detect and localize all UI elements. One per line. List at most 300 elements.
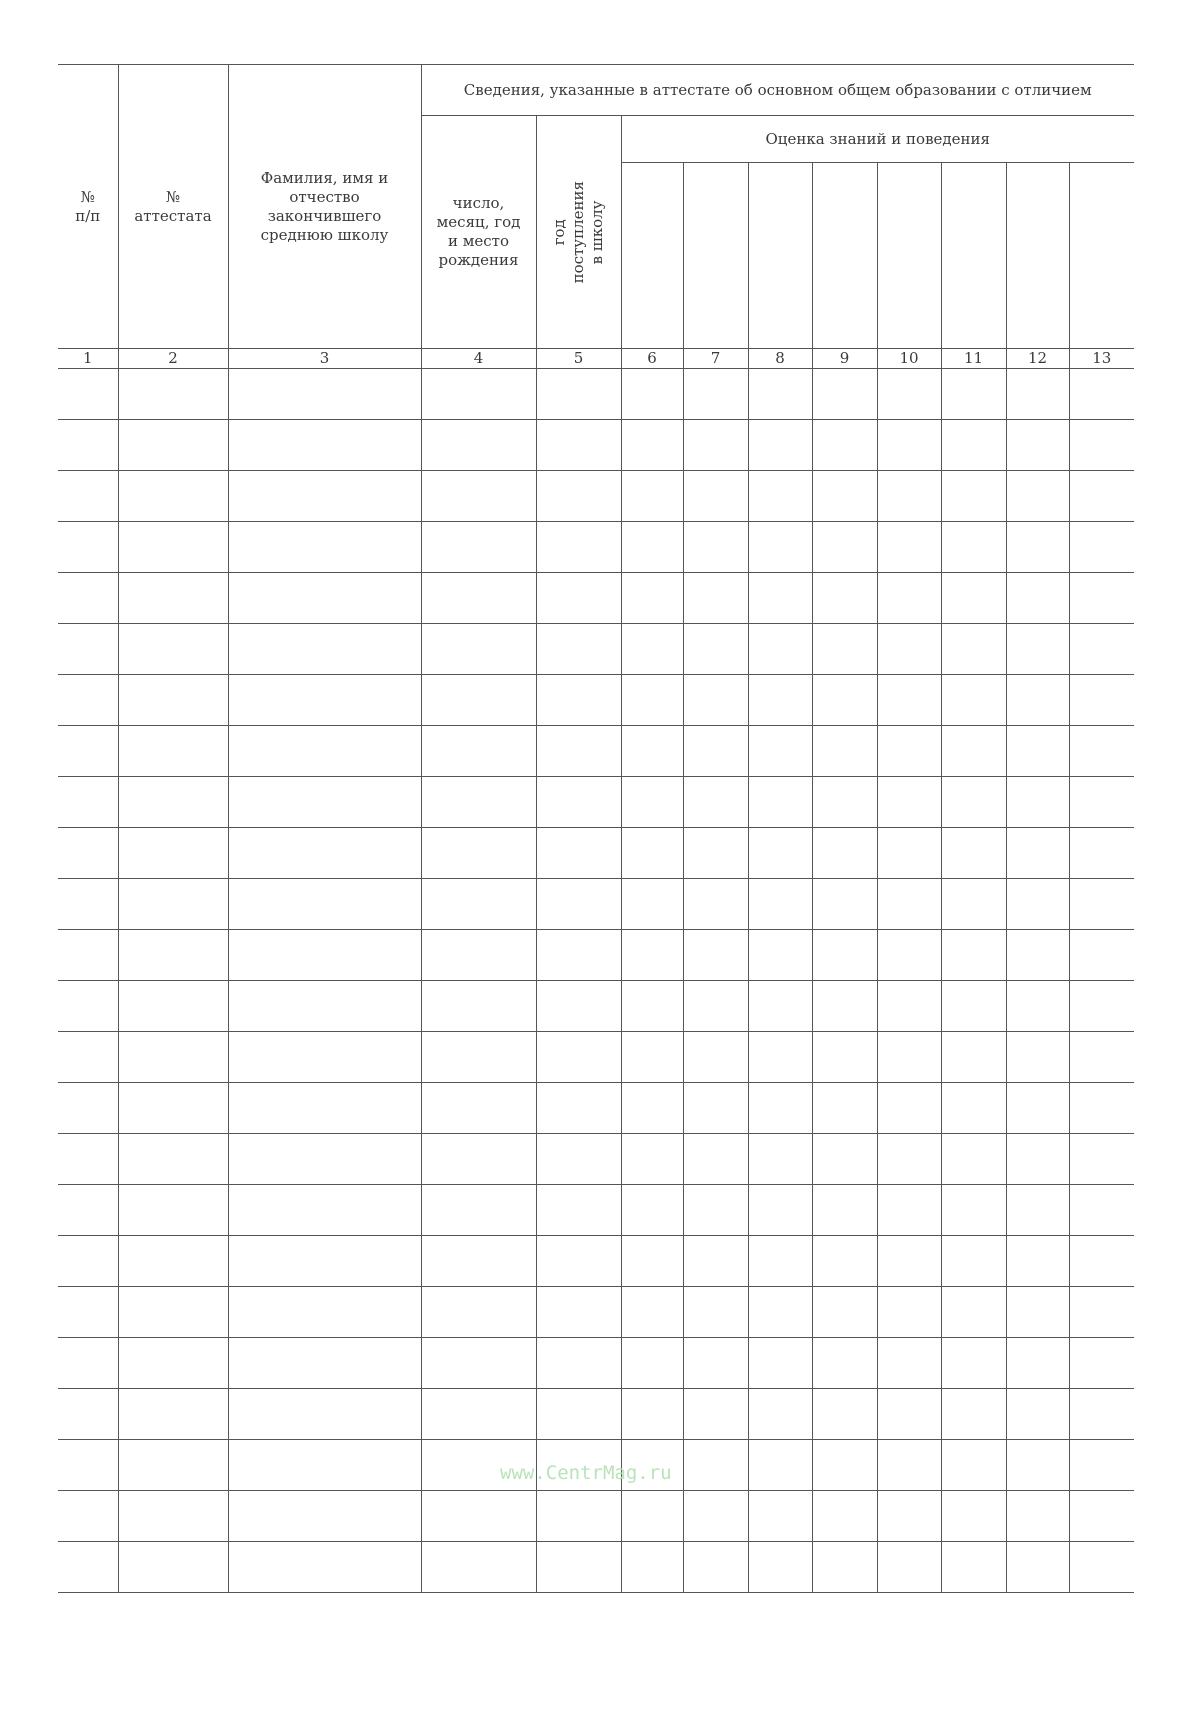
table-cell[interactable]: [58, 522, 118, 573]
table-cell[interactable]: [748, 777, 812, 828]
table-cell[interactable]: [536, 1032, 621, 1083]
table-cell[interactable]: [748, 1236, 812, 1287]
table-cell[interactable]: [58, 1542, 118, 1593]
table-cell[interactable]: [228, 879, 421, 930]
table-cell[interactable]: [58, 1236, 118, 1287]
table-cell[interactable]: [536, 675, 621, 726]
table-cell[interactable]: [118, 1185, 228, 1236]
table-cell[interactable]: [812, 1236, 877, 1287]
table-cell[interactable]: [58, 1083, 118, 1134]
table-cell[interactable]: [941, 828, 1006, 879]
table-cell[interactable]: [683, 522, 748, 573]
table-cell[interactable]: [877, 1236, 941, 1287]
table-cell[interactable]: [621, 1134, 683, 1185]
table-cell[interactable]: [621, 726, 683, 777]
table-cell[interactable]: [812, 777, 877, 828]
table-cell[interactable]: [812, 573, 877, 624]
table-cell[interactable]: [621, 1287, 683, 1338]
table-cell[interactable]: [941, 522, 1006, 573]
table-cell[interactable]: [58, 471, 118, 522]
table-cell[interactable]: [1006, 1134, 1069, 1185]
table-cell[interactable]: [421, 726, 536, 777]
table-cell[interactable]: [536, 930, 621, 981]
table-cell[interactable]: [118, 675, 228, 726]
table-cell[interactable]: [58, 777, 118, 828]
table-cell[interactable]: [877, 420, 941, 471]
table-cell[interactable]: [621, 1236, 683, 1287]
table-cell[interactable]: [228, 471, 421, 522]
table-cell[interactable]: [118, 1134, 228, 1185]
table-cell[interactable]: [1006, 1236, 1069, 1287]
table-cell[interactable]: [58, 879, 118, 930]
table-cell[interactable]: [941, 1236, 1006, 1287]
table-cell[interactable]: [877, 471, 941, 522]
table-cell[interactable]: [536, 471, 621, 522]
table-cell[interactable]: [118, 420, 228, 471]
table-cell[interactable]: [1006, 1338, 1069, 1389]
table-cell[interactable]: [1006, 624, 1069, 675]
table-cell[interactable]: [228, 1491, 421, 1542]
table-cell[interactable]: [1006, 828, 1069, 879]
table-cell[interactable]: [877, 573, 941, 624]
table-cell[interactable]: [683, 1440, 748, 1491]
table-cell[interactable]: [941, 420, 1006, 471]
table-cell[interactable]: [536, 1338, 621, 1389]
table-cell[interactable]: [421, 1338, 536, 1389]
table-cell[interactable]: [118, 726, 228, 777]
table-cell[interactable]: [58, 573, 118, 624]
table-cell[interactable]: [1006, 1185, 1069, 1236]
table-cell[interactable]: [748, 522, 812, 573]
table-cell[interactable]: [748, 573, 812, 624]
table-cell[interactable]: [683, 369, 748, 420]
table-cell[interactable]: [877, 1032, 941, 1083]
table-cell[interactable]: [58, 1287, 118, 1338]
table-cell[interactable]: [421, 777, 536, 828]
table-cell[interactable]: [812, 1134, 877, 1185]
table-cell[interactable]: [118, 1032, 228, 1083]
table-cell[interactable]: [621, 1083, 683, 1134]
table-cell[interactable]: [228, 1185, 421, 1236]
table-cell[interactable]: [421, 675, 536, 726]
table-cell[interactable]: [421, 1389, 536, 1440]
table-cell[interactable]: [748, 1542, 812, 1593]
table-cell[interactable]: [877, 624, 941, 675]
table-cell[interactable]: [536, 522, 621, 573]
table-cell[interactable]: [748, 420, 812, 471]
table-cell[interactable]: [941, 1287, 1006, 1338]
table-cell[interactable]: [1006, 1440, 1069, 1491]
table-cell[interactable]: [1069, 573, 1134, 624]
table-cell[interactable]: [421, 1491, 536, 1542]
table-cell[interactable]: [941, 471, 1006, 522]
table-cell[interactable]: [748, 726, 812, 777]
table-cell[interactable]: [941, 1389, 1006, 1440]
table-cell[interactable]: [536, 624, 621, 675]
table-cell[interactable]: [421, 1287, 536, 1338]
table-cell[interactable]: [621, 1389, 683, 1440]
table-cell[interactable]: [941, 930, 1006, 981]
table-cell[interactable]: [683, 930, 748, 981]
table-cell[interactable]: [1006, 675, 1069, 726]
table-cell[interactable]: [118, 522, 228, 573]
table-cell[interactable]: [621, 1185, 683, 1236]
table-cell[interactable]: [118, 1236, 228, 1287]
table-cell[interactable]: [812, 1338, 877, 1389]
table-cell[interactable]: [748, 1338, 812, 1389]
table-cell[interactable]: [1006, 1083, 1069, 1134]
table-cell[interactable]: [748, 675, 812, 726]
table-cell[interactable]: [1006, 471, 1069, 522]
table-cell[interactable]: [58, 1389, 118, 1440]
table-cell[interactable]: [1006, 1491, 1069, 1542]
table-cell[interactable]: [621, 879, 683, 930]
table-cell[interactable]: [421, 369, 536, 420]
table-cell[interactable]: [1006, 879, 1069, 930]
table-cell[interactable]: [228, 1338, 421, 1389]
table-cell[interactable]: [118, 828, 228, 879]
table-cell[interactable]: [58, 930, 118, 981]
table-cell[interactable]: [118, 1542, 228, 1593]
table-cell[interactable]: [228, 930, 421, 981]
table-cell[interactable]: [941, 879, 1006, 930]
table-cell[interactable]: [621, 1032, 683, 1083]
table-cell[interactable]: [812, 1491, 877, 1542]
table-cell[interactable]: [877, 1440, 941, 1491]
table-cell[interactable]: [877, 1287, 941, 1338]
table-cell[interactable]: [748, 624, 812, 675]
table-cell[interactable]: [877, 828, 941, 879]
table-cell[interactable]: [877, 369, 941, 420]
table-cell[interactable]: [748, 369, 812, 420]
table-cell[interactable]: [536, 879, 621, 930]
table-cell[interactable]: [621, 1338, 683, 1389]
table-cell[interactable]: [683, 726, 748, 777]
table-cell[interactable]: [228, 726, 421, 777]
table-cell[interactable]: [621, 420, 683, 471]
table-cell[interactable]: [748, 1440, 812, 1491]
table-cell[interactable]: [1069, 1236, 1134, 1287]
table-cell[interactable]: [877, 777, 941, 828]
table-cell[interactable]: [621, 1542, 683, 1593]
table-cell[interactable]: [941, 1185, 1006, 1236]
table-cell[interactable]: [812, 879, 877, 930]
table-cell[interactable]: [941, 1134, 1006, 1185]
table-cell[interactable]: [877, 675, 941, 726]
table-cell[interactable]: [1006, 1032, 1069, 1083]
table-cell[interactable]: [58, 726, 118, 777]
table-cell[interactable]: [1069, 369, 1134, 420]
table-cell[interactable]: [621, 573, 683, 624]
table-cell[interactable]: [421, 1236, 536, 1287]
table-cell[interactable]: [228, 1236, 421, 1287]
table-cell[interactable]: [228, 1440, 421, 1491]
table-cell[interactable]: [683, 1338, 748, 1389]
table-cell[interactable]: [812, 471, 877, 522]
table-cell[interactable]: [941, 726, 1006, 777]
table-cell[interactable]: [228, 624, 421, 675]
table-cell[interactable]: [1069, 1491, 1134, 1542]
table-cell[interactable]: [812, 828, 877, 879]
table-cell[interactable]: [748, 471, 812, 522]
table-cell[interactable]: [1069, 1032, 1134, 1083]
table-cell[interactable]: [118, 1491, 228, 1542]
table-cell[interactable]: [683, 1032, 748, 1083]
table-cell[interactable]: [877, 879, 941, 930]
table-cell[interactable]: [536, 1542, 621, 1593]
table-cell[interactable]: [683, 624, 748, 675]
table-cell[interactable]: [58, 1440, 118, 1491]
table-cell[interactable]: [748, 1032, 812, 1083]
table-cell[interactable]: [748, 981, 812, 1032]
table-cell[interactable]: [118, 573, 228, 624]
table-cell[interactable]: [228, 1389, 421, 1440]
table-cell[interactable]: [877, 1083, 941, 1134]
table-cell[interactable]: [812, 624, 877, 675]
table-cell[interactable]: [421, 1185, 536, 1236]
table-cell[interactable]: [58, 369, 118, 420]
table-cell[interactable]: [228, 1083, 421, 1134]
table-cell[interactable]: [421, 1083, 536, 1134]
table-cell[interactable]: [421, 879, 536, 930]
table-cell[interactable]: [748, 1083, 812, 1134]
table-cell[interactable]: [812, 981, 877, 1032]
table-cell[interactable]: [812, 930, 877, 981]
table-cell[interactable]: [941, 777, 1006, 828]
table-cell[interactable]: [536, 369, 621, 420]
table-cell[interactable]: [941, 369, 1006, 420]
table-cell[interactable]: [748, 828, 812, 879]
table-cell[interactable]: [1069, 420, 1134, 471]
table-cell[interactable]: [748, 1491, 812, 1542]
table-cell[interactable]: [748, 930, 812, 981]
table-cell[interactable]: [1006, 1389, 1069, 1440]
table-cell[interactable]: [1006, 777, 1069, 828]
table-cell[interactable]: [536, 1287, 621, 1338]
table-cell[interactable]: [683, 1389, 748, 1440]
table-cell[interactable]: [812, 522, 877, 573]
table-cell[interactable]: [58, 1338, 118, 1389]
table-cell[interactable]: [683, 420, 748, 471]
table-cell[interactable]: [812, 1032, 877, 1083]
table-cell[interactable]: [877, 930, 941, 981]
table-cell[interactable]: [1069, 726, 1134, 777]
table-cell[interactable]: [58, 828, 118, 879]
table-cell[interactable]: [1069, 1134, 1134, 1185]
table-cell[interactable]: [58, 624, 118, 675]
table-cell[interactable]: [118, 1083, 228, 1134]
table-cell[interactable]: [748, 1185, 812, 1236]
table-cell[interactable]: [683, 981, 748, 1032]
table-cell[interactable]: [536, 828, 621, 879]
table-cell[interactable]: [228, 522, 421, 573]
table-cell[interactable]: [621, 624, 683, 675]
table-cell[interactable]: [228, 675, 421, 726]
table-cell[interactable]: [58, 1185, 118, 1236]
table-cell[interactable]: [1069, 1389, 1134, 1440]
table-cell[interactable]: [748, 1287, 812, 1338]
table-cell[interactable]: [1069, 828, 1134, 879]
table-cell[interactable]: [536, 981, 621, 1032]
table-cell[interactable]: [621, 675, 683, 726]
table-cell[interactable]: [621, 777, 683, 828]
table-cell[interactable]: [58, 675, 118, 726]
table-cell[interactable]: [58, 1032, 118, 1083]
table-cell[interactable]: [941, 1032, 1006, 1083]
table-cell[interactable]: [118, 1287, 228, 1338]
table-cell[interactable]: [421, 420, 536, 471]
table-cell[interactable]: [1069, 777, 1134, 828]
table-cell[interactable]: [1069, 930, 1134, 981]
table-cell[interactable]: [58, 1491, 118, 1542]
table-cell[interactable]: [536, 420, 621, 471]
table-cell[interactable]: [683, 828, 748, 879]
table-cell[interactable]: [118, 879, 228, 930]
table-cell[interactable]: [228, 369, 421, 420]
table-cell[interactable]: [812, 1542, 877, 1593]
table-cell[interactable]: [1069, 471, 1134, 522]
table-cell[interactable]: [621, 981, 683, 1032]
table-cell[interactable]: [941, 675, 1006, 726]
table-cell[interactable]: [621, 930, 683, 981]
table-cell[interactable]: [1006, 1542, 1069, 1593]
table-cell[interactable]: [536, 1389, 621, 1440]
table-cell[interactable]: [683, 879, 748, 930]
table-cell[interactable]: [228, 573, 421, 624]
table-cell[interactable]: [421, 522, 536, 573]
table-cell[interactable]: [118, 624, 228, 675]
table-cell[interactable]: [621, 1491, 683, 1542]
table-cell[interactable]: [812, 1083, 877, 1134]
table-cell[interactable]: [1069, 1185, 1134, 1236]
table-cell[interactable]: [941, 624, 1006, 675]
table-cell[interactable]: [683, 1083, 748, 1134]
table-cell[interactable]: [877, 522, 941, 573]
table-cell[interactable]: [877, 1491, 941, 1542]
table-cell[interactable]: [941, 1440, 1006, 1491]
table-cell[interactable]: [1069, 675, 1134, 726]
table-cell[interactable]: [421, 573, 536, 624]
table-cell[interactable]: [228, 1134, 421, 1185]
table-cell[interactable]: [1069, 981, 1134, 1032]
table-cell[interactable]: [941, 1542, 1006, 1593]
table-cell[interactable]: [812, 420, 877, 471]
table-cell[interactable]: [877, 726, 941, 777]
table-cell[interactable]: [621, 828, 683, 879]
table-cell[interactable]: [812, 1389, 877, 1440]
table-cell[interactable]: [228, 777, 421, 828]
table-cell[interactable]: [228, 420, 421, 471]
table-cell[interactable]: [1006, 930, 1069, 981]
table-cell[interactable]: [536, 1134, 621, 1185]
table-cell[interactable]: [536, 1236, 621, 1287]
table-cell[interactable]: [421, 828, 536, 879]
table-cell[interactable]: [1006, 522, 1069, 573]
table-cell[interactable]: [812, 675, 877, 726]
table-cell[interactable]: [812, 1287, 877, 1338]
table-cell[interactable]: [1069, 522, 1134, 573]
table-cell[interactable]: [118, 930, 228, 981]
table-cell[interactable]: [621, 471, 683, 522]
table-cell[interactable]: [1006, 369, 1069, 420]
table-cell[interactable]: [421, 471, 536, 522]
table-cell[interactable]: [536, 1185, 621, 1236]
table-cell[interactable]: [683, 1236, 748, 1287]
table-cell[interactable]: [812, 1440, 877, 1491]
table-cell[interactable]: [812, 369, 877, 420]
table-cell[interactable]: [1006, 981, 1069, 1032]
table-cell[interactable]: [683, 1287, 748, 1338]
table-cell[interactable]: [941, 981, 1006, 1032]
table-cell[interactable]: [228, 1287, 421, 1338]
table-cell[interactable]: [812, 1185, 877, 1236]
table-cell[interactable]: [58, 1134, 118, 1185]
table-cell[interactable]: [683, 471, 748, 522]
table-cell[interactable]: [421, 1542, 536, 1593]
table-cell[interactable]: [118, 777, 228, 828]
table-cell[interactable]: [812, 726, 877, 777]
table-cell[interactable]: [58, 981, 118, 1032]
table-cell[interactable]: [683, 675, 748, 726]
table-cell[interactable]: [621, 522, 683, 573]
table-cell[interactable]: [1006, 726, 1069, 777]
table-cell[interactable]: [941, 1491, 1006, 1542]
table-cell[interactable]: [748, 879, 812, 930]
table-cell[interactable]: [228, 1032, 421, 1083]
table-cell[interactable]: [941, 1338, 1006, 1389]
table-cell[interactable]: [421, 981, 536, 1032]
table-cell[interactable]: [536, 777, 621, 828]
table-cell[interactable]: [1069, 1542, 1134, 1593]
table-cell[interactable]: [877, 981, 941, 1032]
table-cell[interactable]: [877, 1389, 941, 1440]
table-cell[interactable]: [536, 573, 621, 624]
table-cell[interactable]: [683, 1542, 748, 1593]
table-cell[interactable]: [421, 930, 536, 981]
table-cell[interactable]: [941, 1083, 1006, 1134]
table-cell[interactable]: [536, 1491, 621, 1542]
table-cell[interactable]: [536, 726, 621, 777]
table-cell[interactable]: [1069, 1287, 1134, 1338]
table-cell[interactable]: [877, 1338, 941, 1389]
table-cell[interactable]: [228, 828, 421, 879]
table-cell[interactable]: [877, 1134, 941, 1185]
table-cell[interactable]: [118, 1440, 228, 1491]
table-cell[interactable]: [683, 1134, 748, 1185]
table-cell[interactable]: [1069, 1338, 1134, 1389]
table-cell[interactable]: [877, 1185, 941, 1236]
table-cell[interactable]: [228, 1542, 421, 1593]
table-cell[interactable]: [118, 981, 228, 1032]
table-cell[interactable]: [683, 573, 748, 624]
table-cell[interactable]: [536, 1083, 621, 1134]
table-cell[interactable]: [748, 1134, 812, 1185]
table-cell[interactable]: [1069, 624, 1134, 675]
table-cell[interactable]: [941, 573, 1006, 624]
table-cell[interactable]: [421, 1134, 536, 1185]
table-cell[interactable]: [1069, 1083, 1134, 1134]
table-cell[interactable]: [58, 420, 118, 471]
table-cell[interactable]: [421, 624, 536, 675]
table-cell[interactable]: [421, 1032, 536, 1083]
table-cell[interactable]: [1069, 879, 1134, 930]
table-cell[interactable]: [118, 369, 228, 420]
table-cell[interactable]: [1006, 1287, 1069, 1338]
table-cell[interactable]: [877, 1542, 941, 1593]
table-cell[interactable]: [118, 1338, 228, 1389]
table-cell[interactable]: [1006, 573, 1069, 624]
table-cell[interactable]: [1069, 1440, 1134, 1491]
